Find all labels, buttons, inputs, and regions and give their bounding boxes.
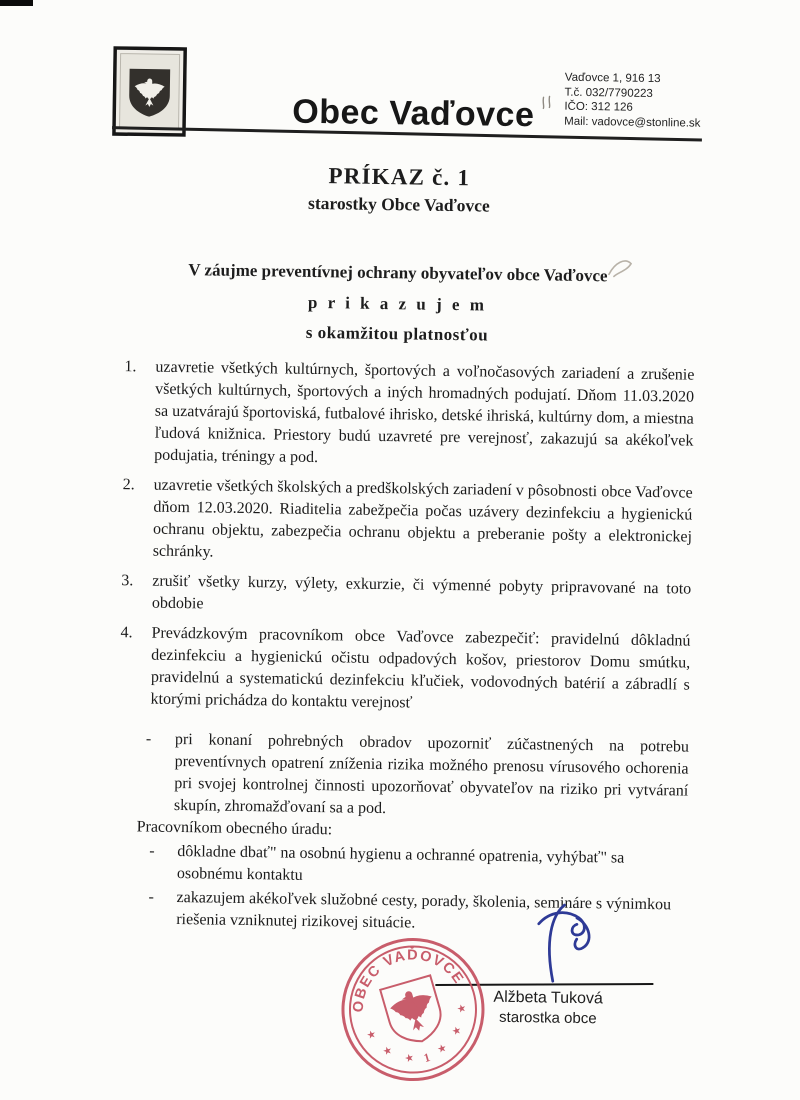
order-text: zrušiť všetky kurzy, výlety, exkurzie, či výmenné pobyty pripravované na toto obdobie (151, 572, 692, 613)
page-title: PRÍKAZ č. 1 (328, 163, 471, 191)
staff-heading: Pracovníkom obecného úradu: (136, 818, 333, 839)
preamble-line-3: s okamžitou platnosťou (305, 322, 489, 345)
title-block (0, 158, 799, 221)
order-text: Prevádzkovým pracovníkom obce Vaďovce zabezpečiť: pravidelnú dôkladnú dezinfekciu a hygienickú očistu odpadových košov, priestorov Domu smútku, pravidelnú a systematickú dezinfekciu kľučiek, vodovodných batérií a zábradlí s ktorými prichádza do kontaktu verejnosť (150, 624, 691, 712)
dash-marker: - (149, 842, 155, 860)
order-item-2 (122, 474, 693, 570)
document-body (116, 356, 694, 938)
address-line: Mail: vadovce@stonline.sk (564, 115, 701, 130)
signature-scribble-icon (525, 898, 604, 989)
order-number: 3. (121, 572, 134, 590)
org-address-block (564, 71, 701, 131)
page-subtitle: starostky Obce Vaďovce (307, 192, 490, 216)
stamp-star-icon: ★ (450, 1024, 463, 1039)
dash-bullet-text: zakazujem akékoľvek služobné cesty, porady, školenia, semináre s výnimkou riešenia vzniknutej rizikovej situácie. (176, 888, 672, 932)
preamble (0, 256, 798, 351)
order-item-4 (119, 622, 690, 718)
pen-mark-icon (540, 94, 555, 112)
stamp-star-icon: ★ (365, 1028, 378, 1043)
stamp-star-icon: ★ (403, 1051, 416, 1066)
dash-bullet-text: pri konaní pohrebných obradov upozorniť zúčastnených na potrebu preventívnych opatrení zníženia rizika možného prenosu vírusového ochorenia pri svojej kontrolnej činnosti upozorňovať obyvateľov na riziko pri vytváraní skupín, zhromažďovaní sa a pod. (173, 730, 690, 818)
order-text: uzavretie všetkých kultúrnych, športových a voľnočasových zariadení a zrušenie všetkých kultúrnych, športových a iných hromadných podujatí. Dňom 11.03.2020 sa uzatvárajú športoviská, futbalové ihrisko, detské ihriská, kultúrny dom, a miestna ľudová knižnica. Priestory budú uzavreté pre verejnosť, zakazujú sa akékoľvek podujatia, tréningy a pod. (154, 358, 695, 467)
signatory-role: starostka obce (498, 1008, 597, 1028)
order-number: 1. (124, 358, 137, 376)
signatory-block (486, 988, 611, 1029)
preamble-line-2: p r i k a z u j e m (307, 292, 488, 315)
signatory-name: Alžbeta Tuková (493, 988, 603, 1008)
order-item-1 (123, 356, 695, 474)
pen-mark-icon (604, 253, 636, 281)
dash-marker: - (148, 888, 155, 906)
order-text: uzavretie všetkých školských a predškolských zariadení v pôsobnosti obce Vaďovce dňom 12.03.2020. Riaditelia zabežpečia počas uzávery dezinfekciu a hygienickú ochranu objektu, zabezpečia ochranu objektu a preberanie pošty a elektronickej schránky. (152, 476, 693, 561)
address-line: Vaďovce 1, 916 13 (564, 71, 661, 86)
round-stamp-icon (332, 923, 494, 1091)
coat-of-arms-icon (112, 46, 187, 137)
dash-bullet-funerals (118, 728, 689, 824)
address-line: T.č. 032/7790223 (564, 86, 653, 100)
stamp-ring-text: OBEC VAĎOVCE (350, 947, 467, 1013)
dash-marker: - (145, 730, 152, 748)
stamp-star-icon: ★ (455, 1001, 468, 1017)
stamp-star-icon: ★ (381, 1044, 394, 1059)
stamp-number: 1 (422, 1049, 432, 1066)
org-name: Obec Vaďovce (292, 92, 535, 135)
dash-bullet-hygiene (117, 840, 688, 892)
preamble-line-1: V záujme preventívnej ochrany obyvateľov obce Vaďovce (188, 260, 608, 286)
address-line: IČO: 312 126 (564, 100, 633, 114)
order-number: 2. (122, 476, 135, 494)
stamp-star-icon: ★ (435, 1041, 449, 1057)
dash-bullet-text: dôkladne dbať" na osobnú hygienu a ochranné opatrenia, vyhýbať" sa osobnému kontaktu (176, 843, 625, 884)
order-number: 4. (120, 624, 133, 642)
order-item-3 (121, 570, 692, 622)
